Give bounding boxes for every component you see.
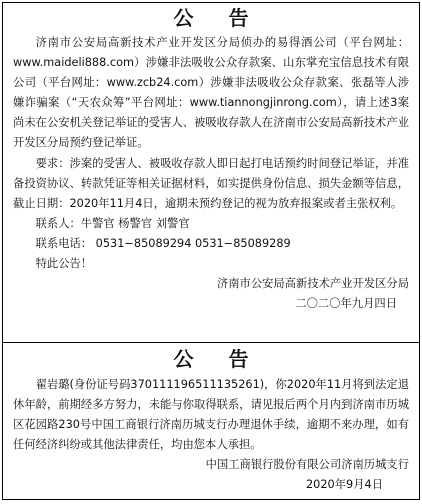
notice-title: 公 告 — [173, 6, 263, 30]
bank-notice — [3, 342, 419, 498]
issuer-signature: 中国工商银行股份有限公司济南历城支行 — [205, 458, 409, 472]
contact-persons: 联系人：牛警官 杨警官 刘警官 — [35, 216, 190, 230]
issuer-signature: 济南市公安局高新技术产业开发区分局 — [216, 277, 409, 291]
newspaper-notice-page — [2, 2, 420, 500]
issue-date: 二〇二〇年九月四日 — [295, 297, 397, 311]
notice-paragraph-requirements: 要求：涉案的受害人、被吸收存款人即日起打电话预约时间登记举证，并准备投资协议、转款凭证等相关证据材料，如实提供身份信息、损失金额等信息，截止日期：2020年11月4日，逾期未预约登记的视为放弃报案或者主张权利。 — [13, 156, 409, 210]
closing-remark: 特此公告！ — [35, 257, 93, 271]
notice-paragraph-cases: 济南市公安局高新技术产业开发区分局侦办的易得酒公司（平台网址：www.maideli888.com）涉嫌非法吸收公众存款案、山东掌充宝信息技术有限公司（平台网址：www.zcb24.com）涉嫌非法吸收公众存款案、张磊等人涉嫌诈骗案（“天农众筹”平台网址：www.tiannongjinrong.com），请上述3案尚未在公安机关登记举证的受害人、被吸收存款人在济南市公安局高新技术产业开发区分局预约登记举证。 — [13, 36, 409, 150]
issue-date: 2020年9月4日 — [305, 478, 383, 492]
police-notice — [3, 3, 419, 342]
contact-phone: 联系电话： 0531−85089294 0531−85089289 — [35, 236, 291, 250]
notice-title: 公 告 — [173, 347, 263, 371]
notice-paragraph-retirement: 翟岩璐(身份证号码370111196511135261)，你2020年11月将到法定退休年龄，前期经多方努力，未能与你取得联系，请见报后两个月内到济南市历城区花园路230号中国工商银行济南历城支行办理退休手续，逾期不来办理，如有任何经济纠纷或其他法律责任，均由您本人承担。 — [13, 378, 409, 452]
